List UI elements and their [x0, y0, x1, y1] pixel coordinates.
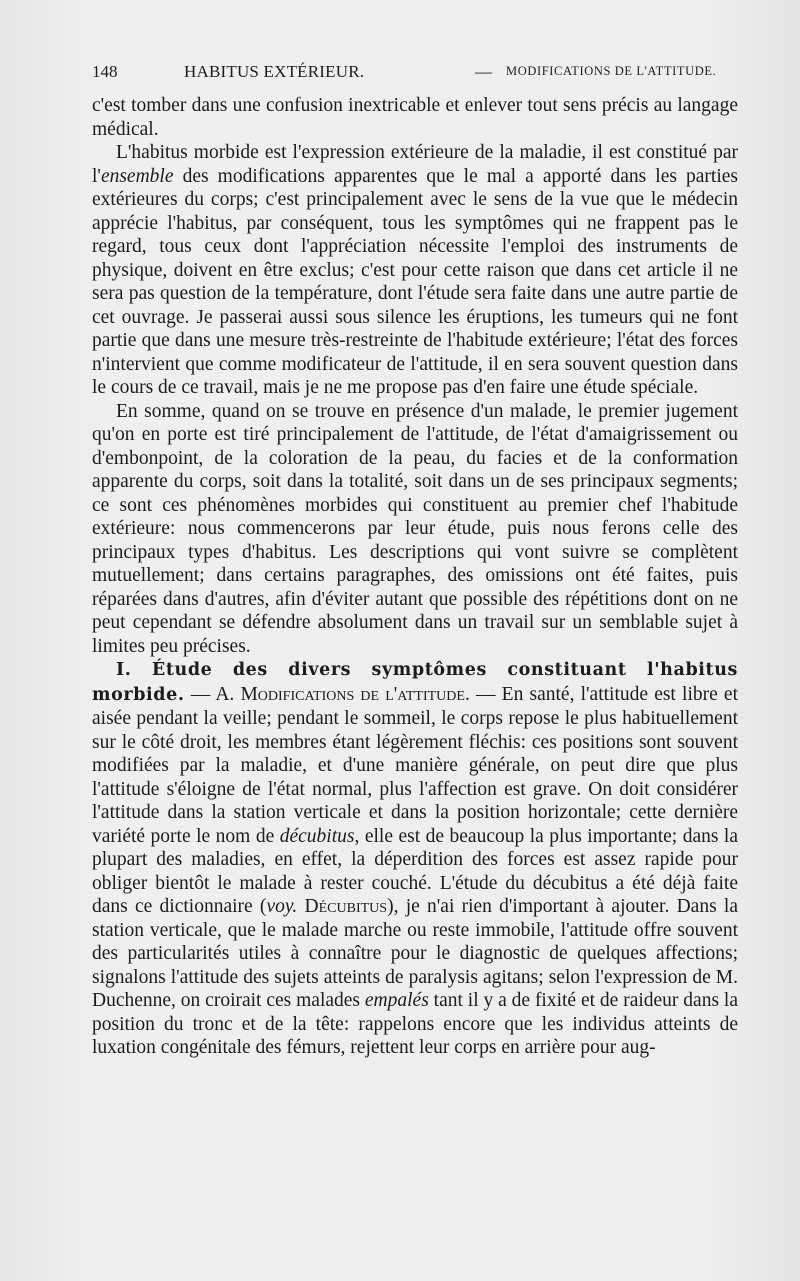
paragraph-4-part-2: , elle est de beaucoup la plus importante; dans la plupart des maladies, en effet, la déperdition des forces est assez rapide pour obliger bientôt le malade à rester couché. L'étude du décubitus a été déjà faite dans ce dictionnaire (	[92, 825, 738, 917]
paragraph-4-part-3: ), je n'ai rien d'important à ajouter. Dans la station verticale, que le malade marche ou reste immobile, l'attitude offre souvent des particularités utiles à connaître pour le diagnostic de quelques affections; signalons l'attitude des sujets atteints de paralysis agitans; selon l'expression de M. Duchenne, on croirait ces malades	[92, 896, 738, 1011]
section-title: MODIFICATIONS DE L'ATTITUDE.	[506, 64, 717, 78]
emphasis-voy: voy.	[266, 896, 298, 917]
paragraph-1: c'est tomber dans une confusion inextricable et enlever tout sens précis au langage médical.	[92, 95, 738, 140]
paragraph-4-part-4: tant il y a de fixité et de raideur dans la position du tronc et de la tête: rappelons encore que les individus atteints de luxation congénitale des fémurs, rejettent leur corps en arrière pour aug-	[92, 990, 738, 1058]
paragraph-4	[92, 658, 738, 1060]
cross-reference: Décubitus	[297, 896, 388, 917]
running-header	[92, 62, 738, 86]
heading-dash-1: — A.	[184, 683, 241, 705]
emphasis-decubitus: décubitus	[279, 825, 355, 847]
paragraph-3: En somme, quand on se trouve en présence d'un malade, le premier jugement qu'on en porte est tiré principalement de l'attitude, de l'état d'amaigrissement ou d'embonpoint, de la coloration de la peau, du facies et de la conformation apparente du corps, soit dans la totalité, soit dans un de ses principaux segments; ce sont ces phénomènes morbides qui constituent au premier chef l'habitude extérieure: nous commencerons par leur étude, puis nous ferons celle des principaux types d'habitus. Les descriptions qui vont suivre se complètent mutuellement; dans certains paragraphes, des omissions ont été faites, puis réparées dans d'autres, afin d'éviter autant que possible des répétitions dont on ne peut cependant se défendre absolument dans un travail sur un semblable sujet à limites peu précises.	[92, 400, 738, 657]
paragraph-2-part-2: des modifications apparentes que le mal a apporté dans les parties extérieures du corps; c'est principalement avec le sens de la vue que le médecin apprécie l'habitus, par conséquent, tous les symptômes qui ne frappent pas le regard, tous ceux dont l'appréciation nécessite l'emploi des instruments de physique, doivent en être exclus; c'est pour cette raison que dans cet article il ne sera pas question de la température, dont l'étude sera faite dans une autre partie de cet ouvrage. Je passerai aussi sous silence les éruptions, les tumeurs qui ne font partie que dans une mesure très-restreinte de l'habitude extérieure; l'état des forces n'intervient que comme modificateur de l'attitude, il en sera souvent question dans le cours de ce travail, mais je ne me propose pas d'en faire une étude spéciale.	[92, 165, 738, 398]
paragraph-2-part-1: L'habitus morbide est l'expression extérieure de la maladie, il est constitué par l'	[92, 142, 738, 187]
page-number: 148	[92, 62, 118, 81]
heading-dash-2: —	[469, 683, 502, 705]
subsection-heading: Modifications de l'attitude.	[240, 683, 470, 705]
running-title: HABITUS EXTÉRIEUR.	[184, 62, 365, 81]
emphasis-empales: empalés	[364, 990, 429, 1011]
paragraph-2	[92, 141, 738, 400]
header-dash: —	[475, 62, 492, 81]
paragraph-4-part-1: En santé, l'attitude est libre et aisée pendant la veille; pendant le sommeil, le corps repose le plus habituellement sur le côté droit, les membres étant légèrement fléchis: ces positions sont souvent modifiées par la maladie, et d'une manière générale, on peut dire que plus l'attitude s'éloigne de l'état normal, plus l'affection est grave. On doit considérer l'attitude dans la station verticale et dans la position horizontale; cette dernière variété porte le nom de	[92, 683, 738, 847]
section-heading: I. Étude des divers symptômes constituant l'habitus morbide.	[92, 660, 738, 705]
body-text	[92, 94, 738, 1060]
emphasis-ensemble: ensemble	[100, 165, 174, 187]
